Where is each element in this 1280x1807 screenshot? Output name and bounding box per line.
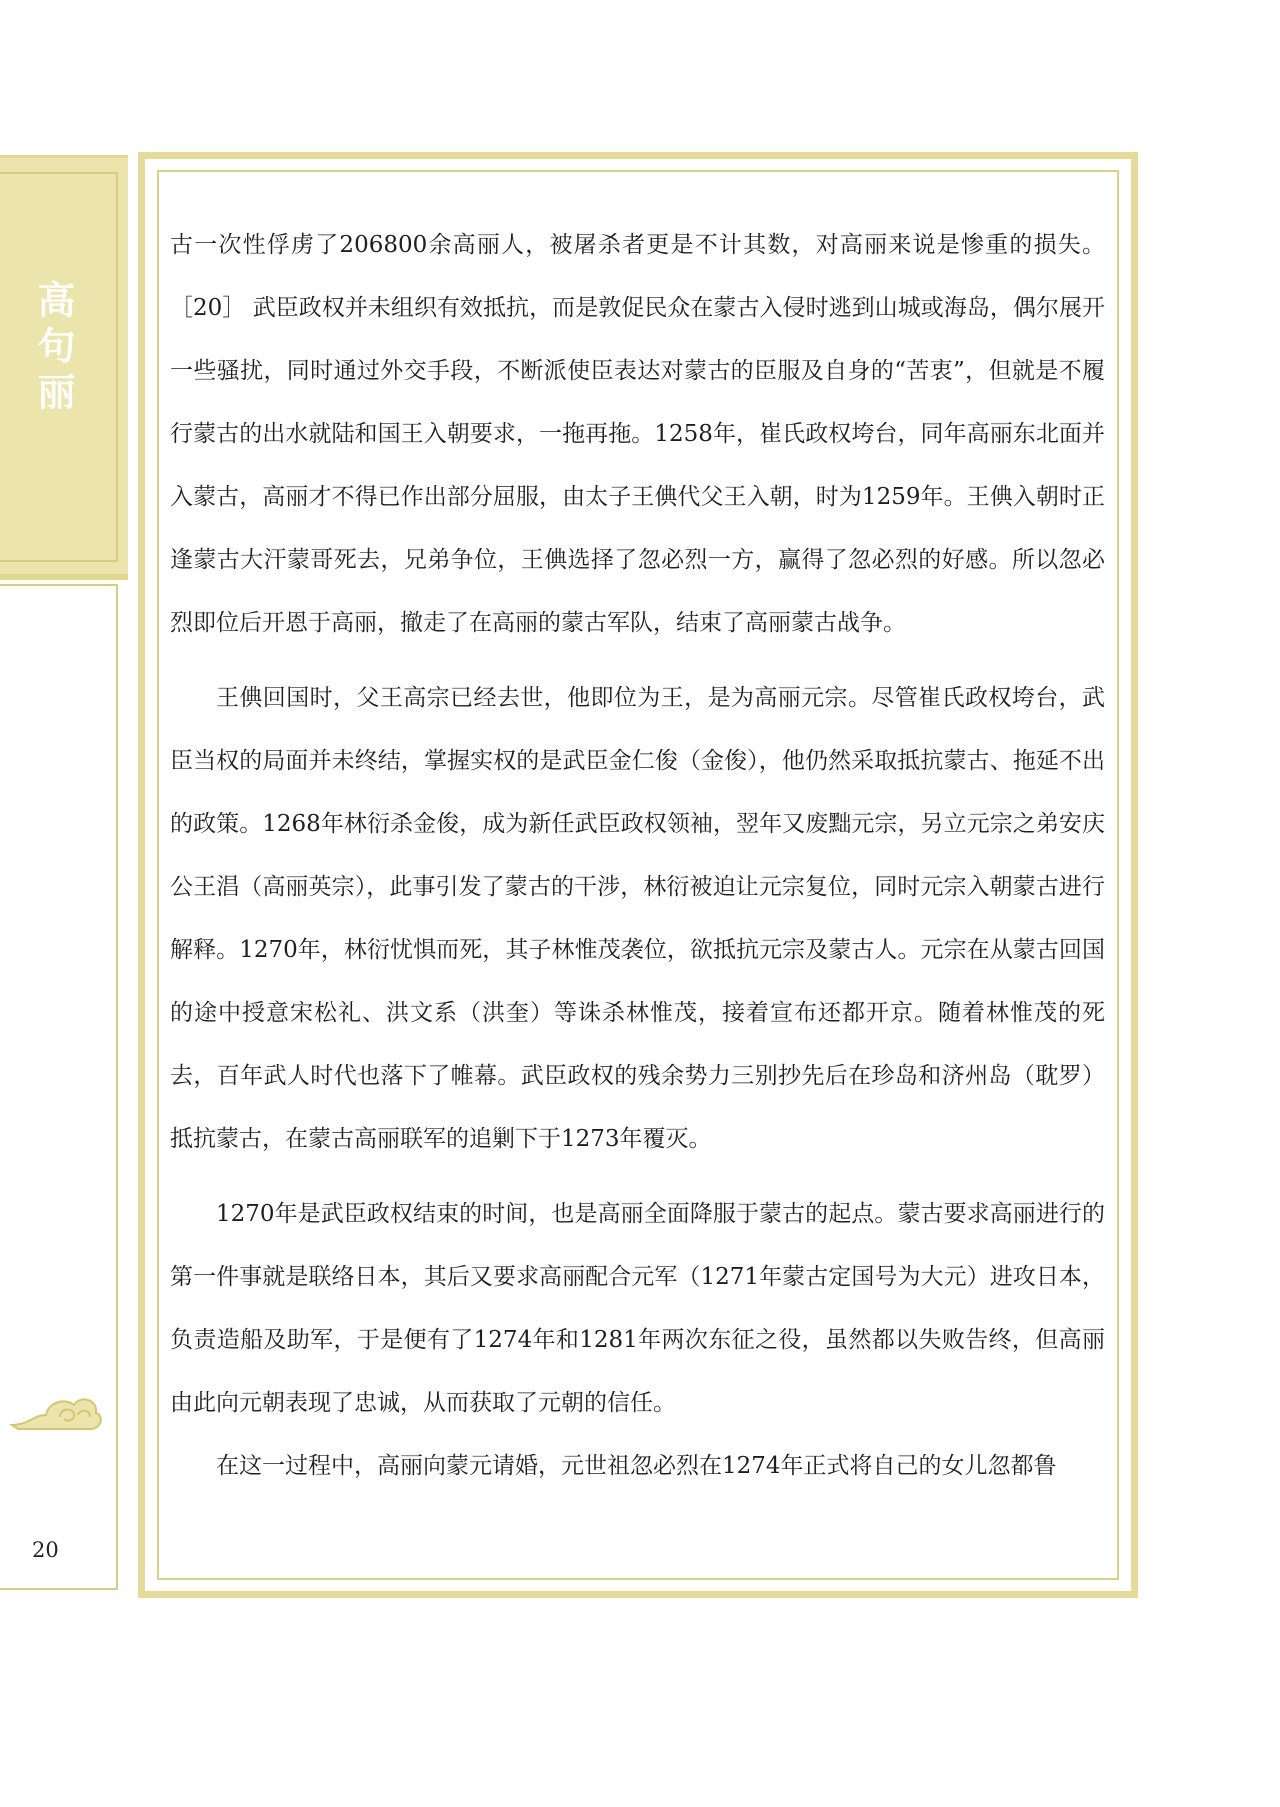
sidebar-title: 高句丽 — [31, 280, 76, 418]
paragraph: 王倎回国时，父王高宗已经去世，他即位为王，是为高丽元宗。尽管崔氏政权垮台，武臣当权的局面并未终结，掌握实权的是武臣金仁俊（金俊），他仍然采取抵抗蒙古、拖延不出的政策。1268年林衍杀金俊，成为新任武臣政权领袖，翌年又废黜元宗，另立元宗之弟安庆公王淐（高丽英宗），此事引发了蒙古的干涉，林衍被迫让元宗复位，同时元宗入朝蒙古进行解释。1270年，林衍忧惧而死，其子林惟茂袭位，欲抵抗元宗及蒙古人。元宗在从蒙古回国的途中授意宋松礼、洪文系（洪奎）等诛杀林惟茂，接着宣布还都开京。随着林惟茂的死去，百年武人时代也落下了帷幕。武臣政权的残余势力三别抄先后在珍岛和济州岛（耽罗）抵抗蒙古，在蒙古高丽联军的追剿下于1273年覆灭。 — [170, 685, 1105, 1152]
paragraph: 1270年是武臣政权结束的时间，也是高丽全面降服于蒙古的起点。蒙古要求高丽进行的第一件事就是联络日本，其后又要求高丽配合元军（1271年蒙古定国号为大元）进攻日本，负责造船及助军，于是便有了1274年和1281年两次东征之役，虽然都以失败告终，但高丽由此向元朝表现了忠诚，从而获取了元朝的信任。 — [170, 1201, 1105, 1416]
paragraph: 在这一过程中，高丽向蒙元请婚，元世祖忽必烈在1274年正式将自己的女儿忽都鲁 — [216, 1453, 1057, 1479]
paragraph: 古一次性俘虏了206800余高丽人，被屠杀者更是不计其数，对高丽来说是惨重的损失。［20］ 武臣政权并未组织有效抵抗，而是敦促民众在蒙古入侵时逃到山城或海岛，偶尔展开一些骚扰，同时通过外交手段，不断派使臣表达对蒙古的臣服及自身的“苦衷”，但就是不履行蒙古的出水就陆和国王入朝要求，一拖再拖。1258年，崔氏政权垮台，同年高丽东北面并入蒙古，高丽才不得已作出部分屈服，由太子王倎代父王入朝，时为1259年。王倎入朝时正逢蒙古大汗蒙哥死去，兄弟争位，王倎选择了忽必烈一方，赢得了忽必烈的好感。所以忽必烈即位后开恩于高丽，撤走了在高丽的蒙古军队，结束了高丽蒙古战争。 — [170, 232, 1105, 636]
cloud-ornament-icon — [8, 1385, 104, 1437]
page-number: 20 — [32, 1538, 59, 1562]
sidebar-body-panel — [0, 580, 128, 1598]
body-text — [170, 214, 1105, 1498]
